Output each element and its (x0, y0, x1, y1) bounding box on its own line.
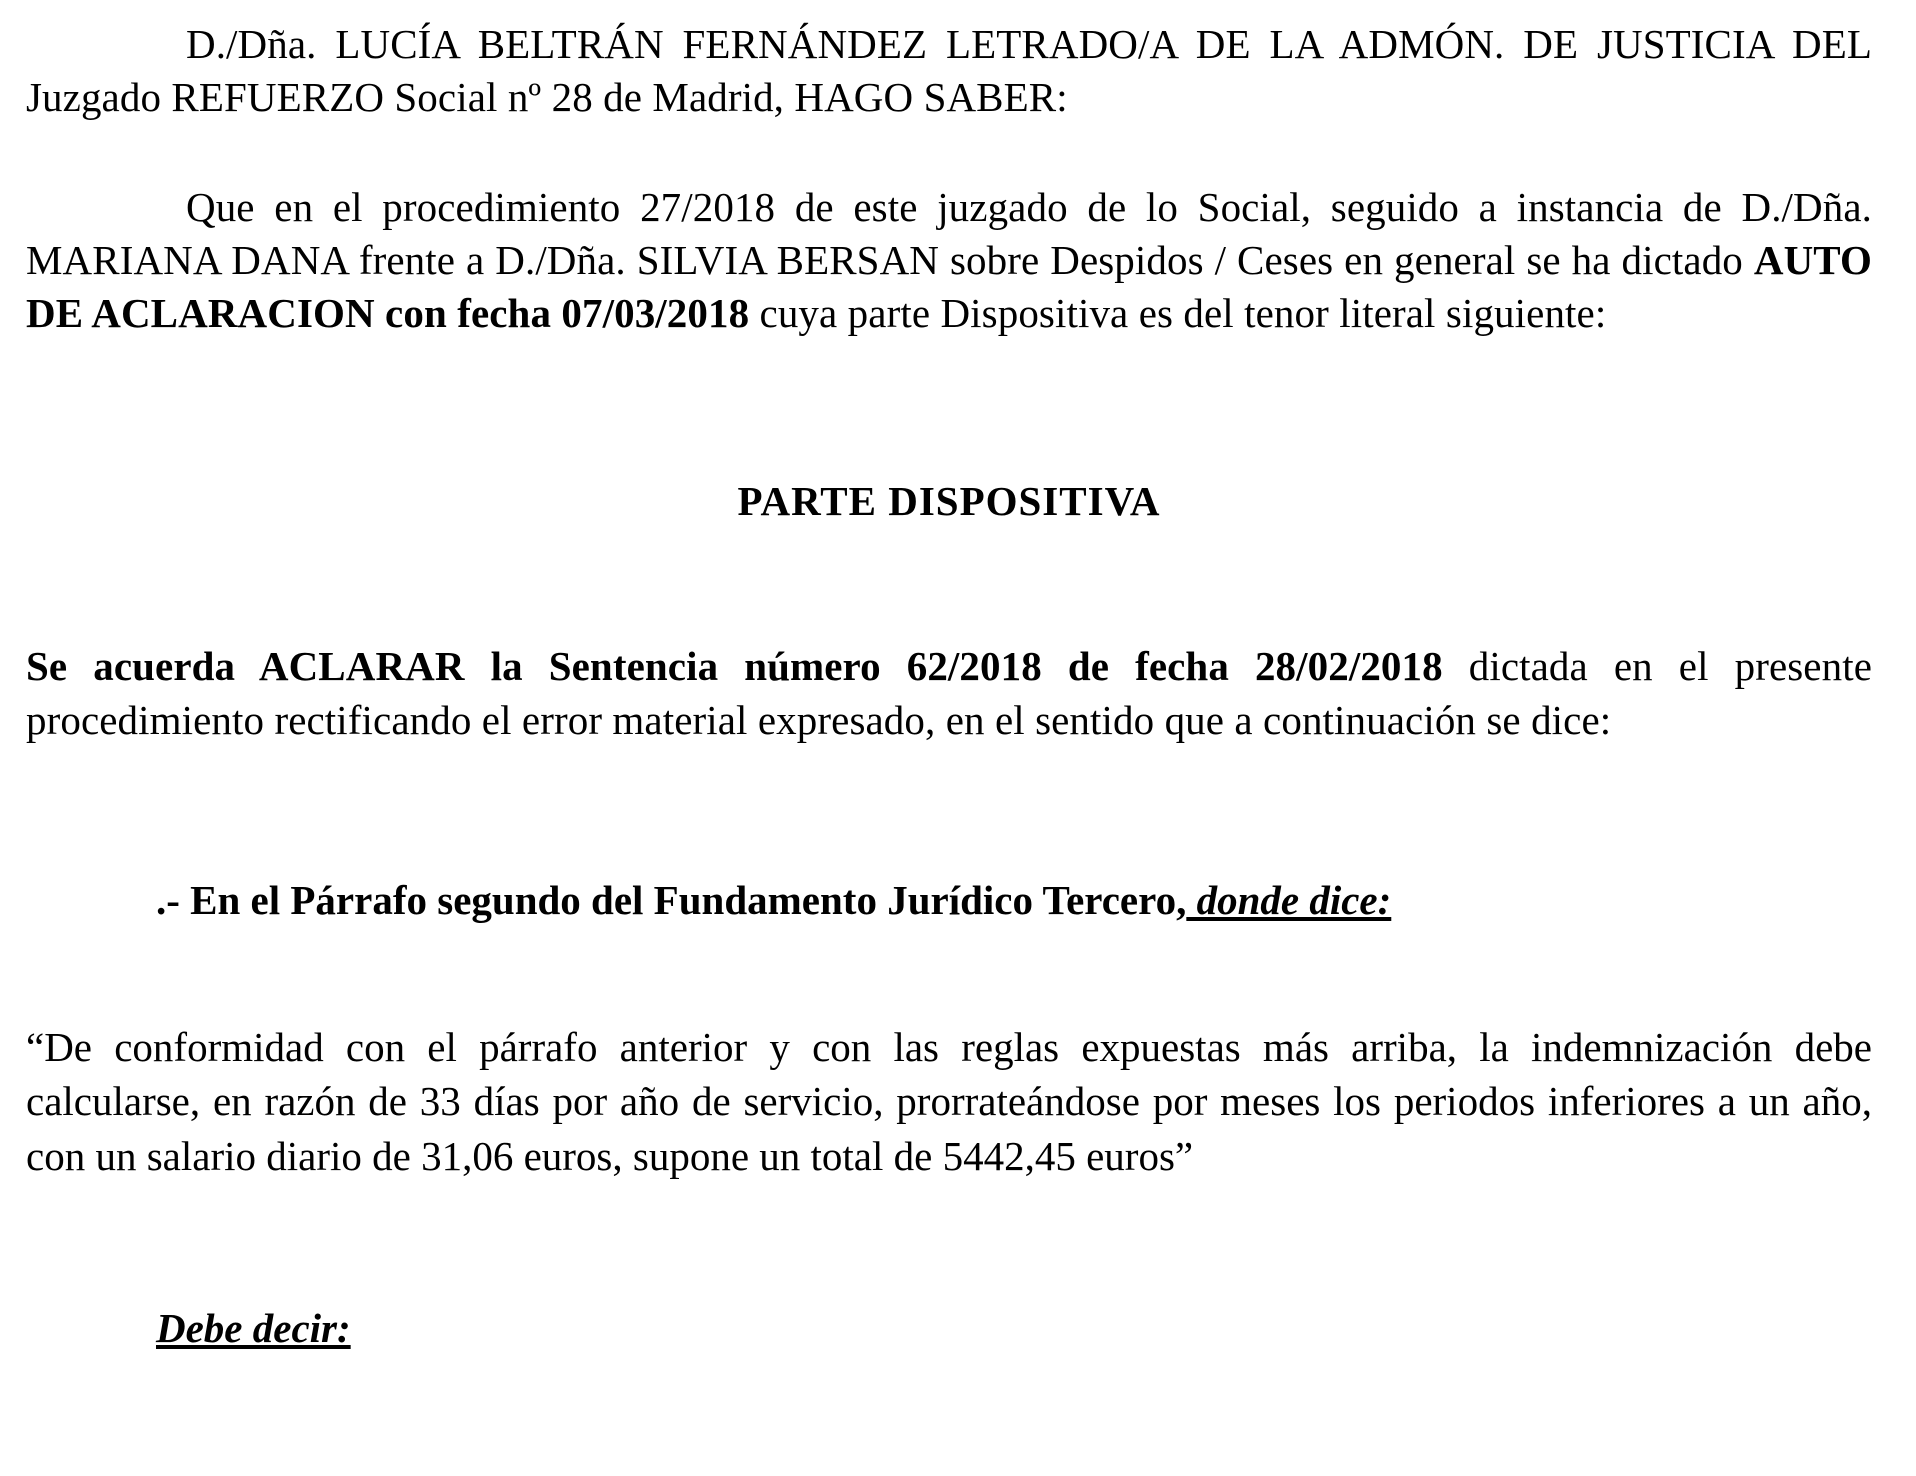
ruling-bold: Se acuerda ACLARAR la Sentencia número 62/2018 de fecha 28/02/2018 (26, 643, 1443, 690)
paragraph-reference (26, 874, 1872, 927)
must-say-label-wrapper (26, 1304, 1872, 1352)
header-suffix: LETRADO/A DE LA ADMÓN. DE JUSTICIA DEL Juzgado REFUERZO Social nº 28 de Madrid, HAGO SABER: (26, 21, 1872, 121)
intro-bold-ruling-date: AUTO DE ACLARACION con fecha 07/03/2018 (26, 236, 1872, 337)
spacer-4 (26, 747, 1872, 833)
spacer-3 (26, 566, 1872, 640)
paragraph-reference-emphasis: donde dice: (1186, 877, 1392, 924)
spacer-1 (26, 125, 1872, 181)
spacer-5 (26, 968, 1872, 1020)
intro-paragraph (26, 181, 1872, 341)
paragraph-reference-bold: .- En el Párrafo segundo del Fundamento Jurídico Tercero, (156, 877, 1187, 924)
must-say-label: Debe decir: (156, 1304, 351, 1351)
ruling-paragraph (26, 640, 1872, 747)
header-prefix: D./Dña. (186, 21, 336, 67)
section-title: PARTE DISPOSITIVA (737, 478, 1161, 525)
spacer-2 (26, 340, 1872, 436)
spacer-6 (26, 1183, 1872, 1263)
intro-text-1: Que en el procedimiento 27/2018 de este juzgado de lo Social, seguido a instancia de D./Dña. MARIANA DANA frente a D./Dña. SILVIA BERSAN sobre Despidos / Ceses en general se ha dictado (26, 183, 1872, 283)
header-paragraph (26, 18, 1872, 125)
intro-text-2: cuya parte Dispositiva es del tenor literal siguiente: (749, 290, 1607, 337)
ruling-text: dictada en el presente procedimiento rectificando el error material expresado, en el sentido que a continuación se dice: (26, 643, 1872, 743)
officer-name: LUCÍA BELTRÁN FERNÁNDEZ (335, 21, 928, 67)
quoted-text: “De conformidad con el párrafo anterior y con las reglas expuestas más arriba, la indemnización debe calcularse, en razón de 33 días por año de servicio, prorrateándose por meses los periodos inferiores a un año, con un salario diario de 31,06 euros, supone un total de 5442,45 euros” (26, 1024, 1872, 1179)
